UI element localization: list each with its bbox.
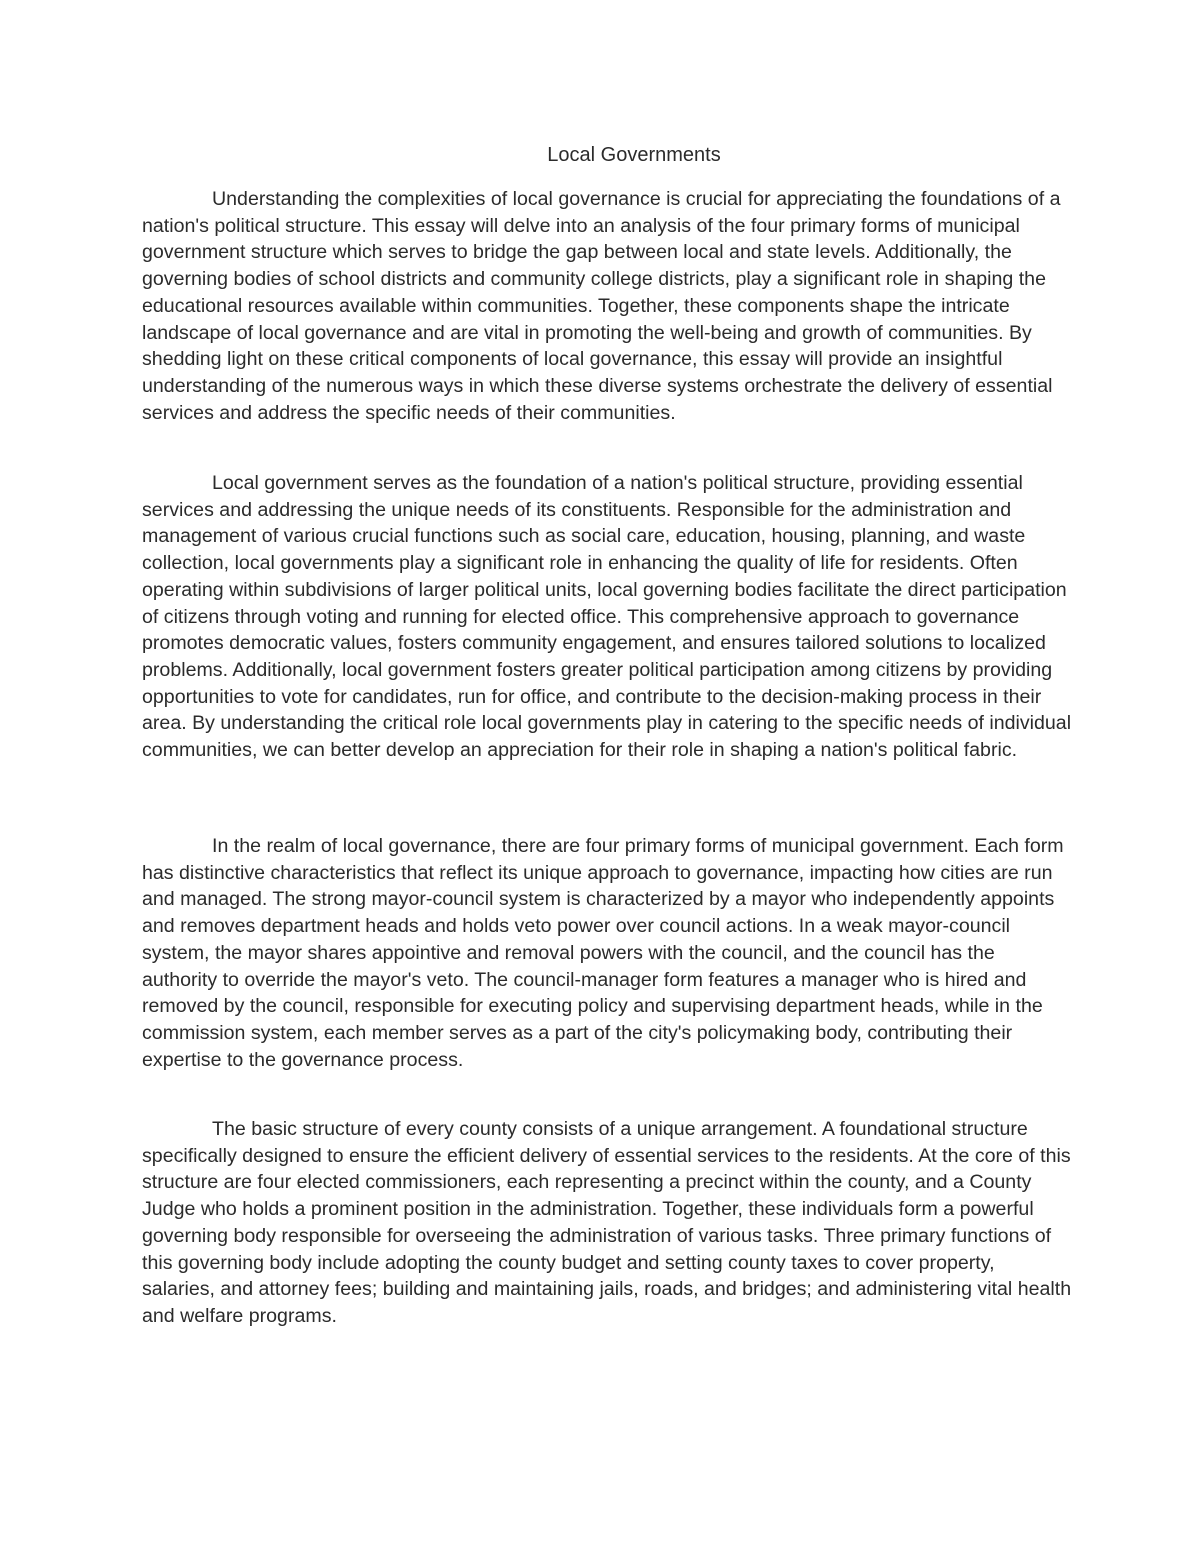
paragraph-local-government-role: Local government serves as the foundation of a nation's political structure, providing essential services and addressing the unique needs of its constituents. Responsible for the administration and management of various crucial functions such as social care, education, housing, planning, and waste collection, local governments play a significant role in enhancing the quality of life for residents. Often operating within subdivisions of larger political units, local governing bodies facilitate the direct participation of citizens through voting and running for elected office. This comprehensive approach to governance promotes democratic values, fosters community engagement, and ensures tailored solutions to localized problems. Additionally, local government fosters greater political participation among citizens by providing opportunities to vote for candidates, run for office, and contribute to the decision-making process in their area. By understanding the critical role local governments play in catering to the specific needs of individual communities, we can better develop an appreciation for their role in shaping a nation's political fabric. bbox=[142, 472, 1072, 762]
paragraph-introduction: Understanding the complexities of local governance is crucial for appreciating the foundations of a nation's political structure. This essay will delve into an analysis of the four primary forms of municipal government structure which serves to bridge the gap between local and state levels. Additionally, the governing bodies of school districts and community college districts, play a significant role in shaping the educational resources available within communities. Together, these components shape the intricate landscape of local governance and are vital in promoting the well-being and growth of communities. By shedding light on these critical components of local governance, this essay will provide an insightful understanding of the numerous ways in which these diverse systems orchestrate the delivery of essential services and address the specific needs of their communities. bbox=[142, 188, 1061, 424]
paragraph-county-structure: The basic structure of every county consists of a unique arrangement. A foundational structure specifically designed to ensure the efficient delivery of essential services to the residents. At the core of this structure are four elected commissioners, each representing a precinct within the county, and a County Judge who holds a prominent position in the administration. Together, these individuals form a powerful governing body responsible for overseeing the administration of various tasks. Three primary functions of this governing body include adopting the county budget and setting county taxes to cover property, salaries, and attorney fees; building and maintaining jails, roads, and bridges; and administering vital health and welfare programs. bbox=[142, 1118, 1072, 1327]
paragraph-municipal-forms: In the realm of local governance, there are four primary forms of municipal government. Each form has distinctive characteristics that reflect its unique approach to governance, impacting how cities are run and managed. The strong mayor-council system is characterized by a mayor who independently appoints and removes department heads and holds veto power over council actions. In a weak mayor-council system, the mayor shares appointive and removal powers with the council, and the council has the authority to override the mayor's veto. The council-manager form features a manager who is hired and removed by the council, responsible for executing policy and supervising department heads, while in the commission system, each member serves as a part of the city's policymaking body, contributing their expertise to the governance process. bbox=[142, 835, 1064, 1071]
document-title: Local Governments bbox=[547, 144, 721, 166]
